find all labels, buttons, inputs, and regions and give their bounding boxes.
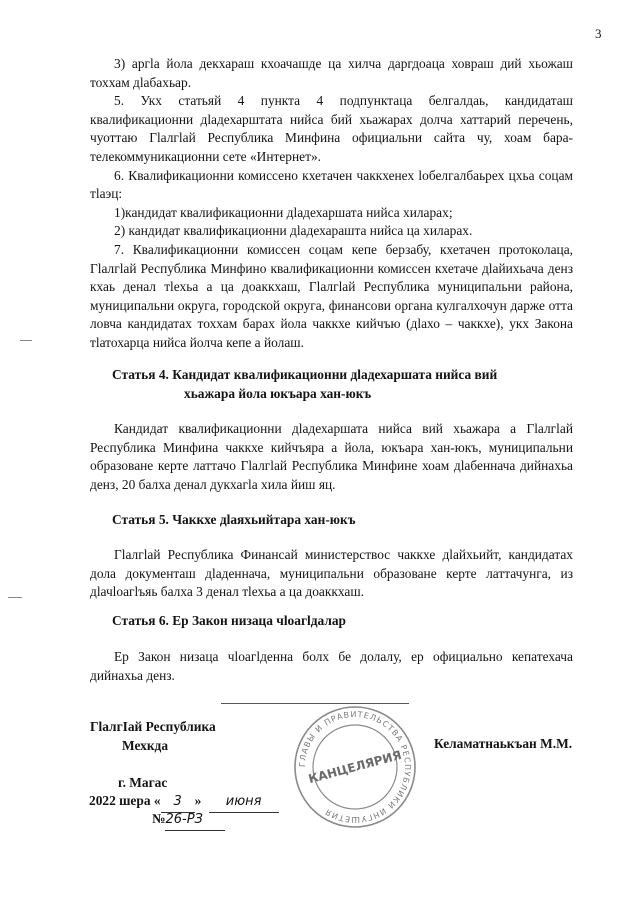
date-mid: » xyxy=(194,793,202,808)
article-4-heading-cont: хьажара йола юкъара хан-юкъ xyxy=(184,386,372,401)
paragraph: 2) кандидат квалификационни дlадехарашта нийса ца хиларах. xyxy=(114,223,473,239)
number-prefix: № xyxy=(152,811,166,826)
paragraph: Гlалгlай Республика Финансай министерствос чаккхе дlайхьийт, кандидатах дола документаш дlаденнача, муниципальни образоване керте латтачунга, из дlачlоагlъяь балха 3 денал тlехьа а ца доаккхаш. xyxy=(90,547,573,600)
stamp-center-text: КАНЦЕЛЯРИЯ xyxy=(306,747,404,787)
paragraph: 6. Квалификационни комиссено кхетачен чаккхенех lобелгалбаьрех цхьа соцам тlаэц: xyxy=(90,167,573,202)
paragraph: 1)кандидат квалификационни дlадехаршата нийса хиларах; xyxy=(114,204,453,220)
article-5-heading: Статья 5. Чаккхе дlаяхьийтара хан-юкъ xyxy=(112,512,356,527)
date-prefix: 2022 шера « xyxy=(89,793,161,808)
paragraph: 3) аргlа йола декхараш кхоачашде ца хилча даргдоаца ховраш дий хьожаш тоххам дlабахьар. xyxy=(90,56,573,90)
article-6-heading: Статья 6. Ер Закон низаца чlоагlдалар xyxy=(112,613,346,628)
signing-city: г. Магас xyxy=(118,775,168,790)
body-block-4 xyxy=(90,648,573,685)
margin-mark xyxy=(20,340,32,341)
paragraph: 7. Квалификационни комиссен соцам кепе берзабу, кхетачен протоколаца, Гlалгlай Республика Минфино квалификационни комиссен кхетаче дlайихьача денз кхаь денал тlехьа а ца доаккхаш, Гlалгlай Республика муниципальни района, муниципальни округа, городской округа, финансови органа кулгалхочун дарже отта ловча кандидатах тоххам барах йола чаккхе кийчъю (дlахо – чаккхе), укх Закона тlатохарца нийса йолча кепе а йолаш. xyxy=(90,241,573,350)
body-block-1 xyxy=(90,55,573,353)
date-month: июня xyxy=(209,793,279,813)
body-block-2 xyxy=(90,420,573,494)
paragraph: 5. Укх статьяй 4 пункта 4 подпунктаца белгалдаь, кандидаташ квалификационни дlадехарштата нийса бий хьажарах долча хаттарий перечень, чуоттаю Гlалгlай Республика Минфина официальни сайта чу, хоам бара-телекоммуникационни сете «Интернет». xyxy=(90,93,573,164)
signatory-name: Келаматнаькъан М.М. xyxy=(434,736,573,751)
stamp-ring-text: ГЛАВЫ И ПРАВИТЕЛЬСТВА РЕСПУБЛИКИ ИНГУШЕТИЯ xyxy=(297,709,413,825)
paragraph: Ер Закон низаца чlоагlденна болх бе долалу, ер официально кепатехача дийнахьа денз. xyxy=(90,649,573,683)
stamp-seal xyxy=(290,702,420,832)
margin-mark xyxy=(8,597,22,598)
page-number: 3 xyxy=(595,26,602,41)
date-day: 3 xyxy=(161,793,195,813)
number-value: 26-РЗ xyxy=(165,811,225,831)
signatory-title: Мехкда xyxy=(122,738,169,753)
law-number xyxy=(152,810,225,831)
body-block-3 xyxy=(90,546,573,602)
signatory-org: ГlалгIай Республика xyxy=(90,719,216,734)
article-4-heading: Статья 4. Кандидат квалификационни дlадехаршата нийса вий xyxy=(112,367,498,382)
paragraph: Кандидат квалификационни дlадехаршата нийса вий хьажара а Гlалгlай Республика Минфина чаккхе кийчъяра а йола, юкъара хан-юкъ, муниципальни образоване керте латтачо Гlалгlай Республика Минфине хоам дlабеннача дийнахьа денз, 20 балха денал дукхагlа хила йиш яц. xyxy=(90,421,573,492)
